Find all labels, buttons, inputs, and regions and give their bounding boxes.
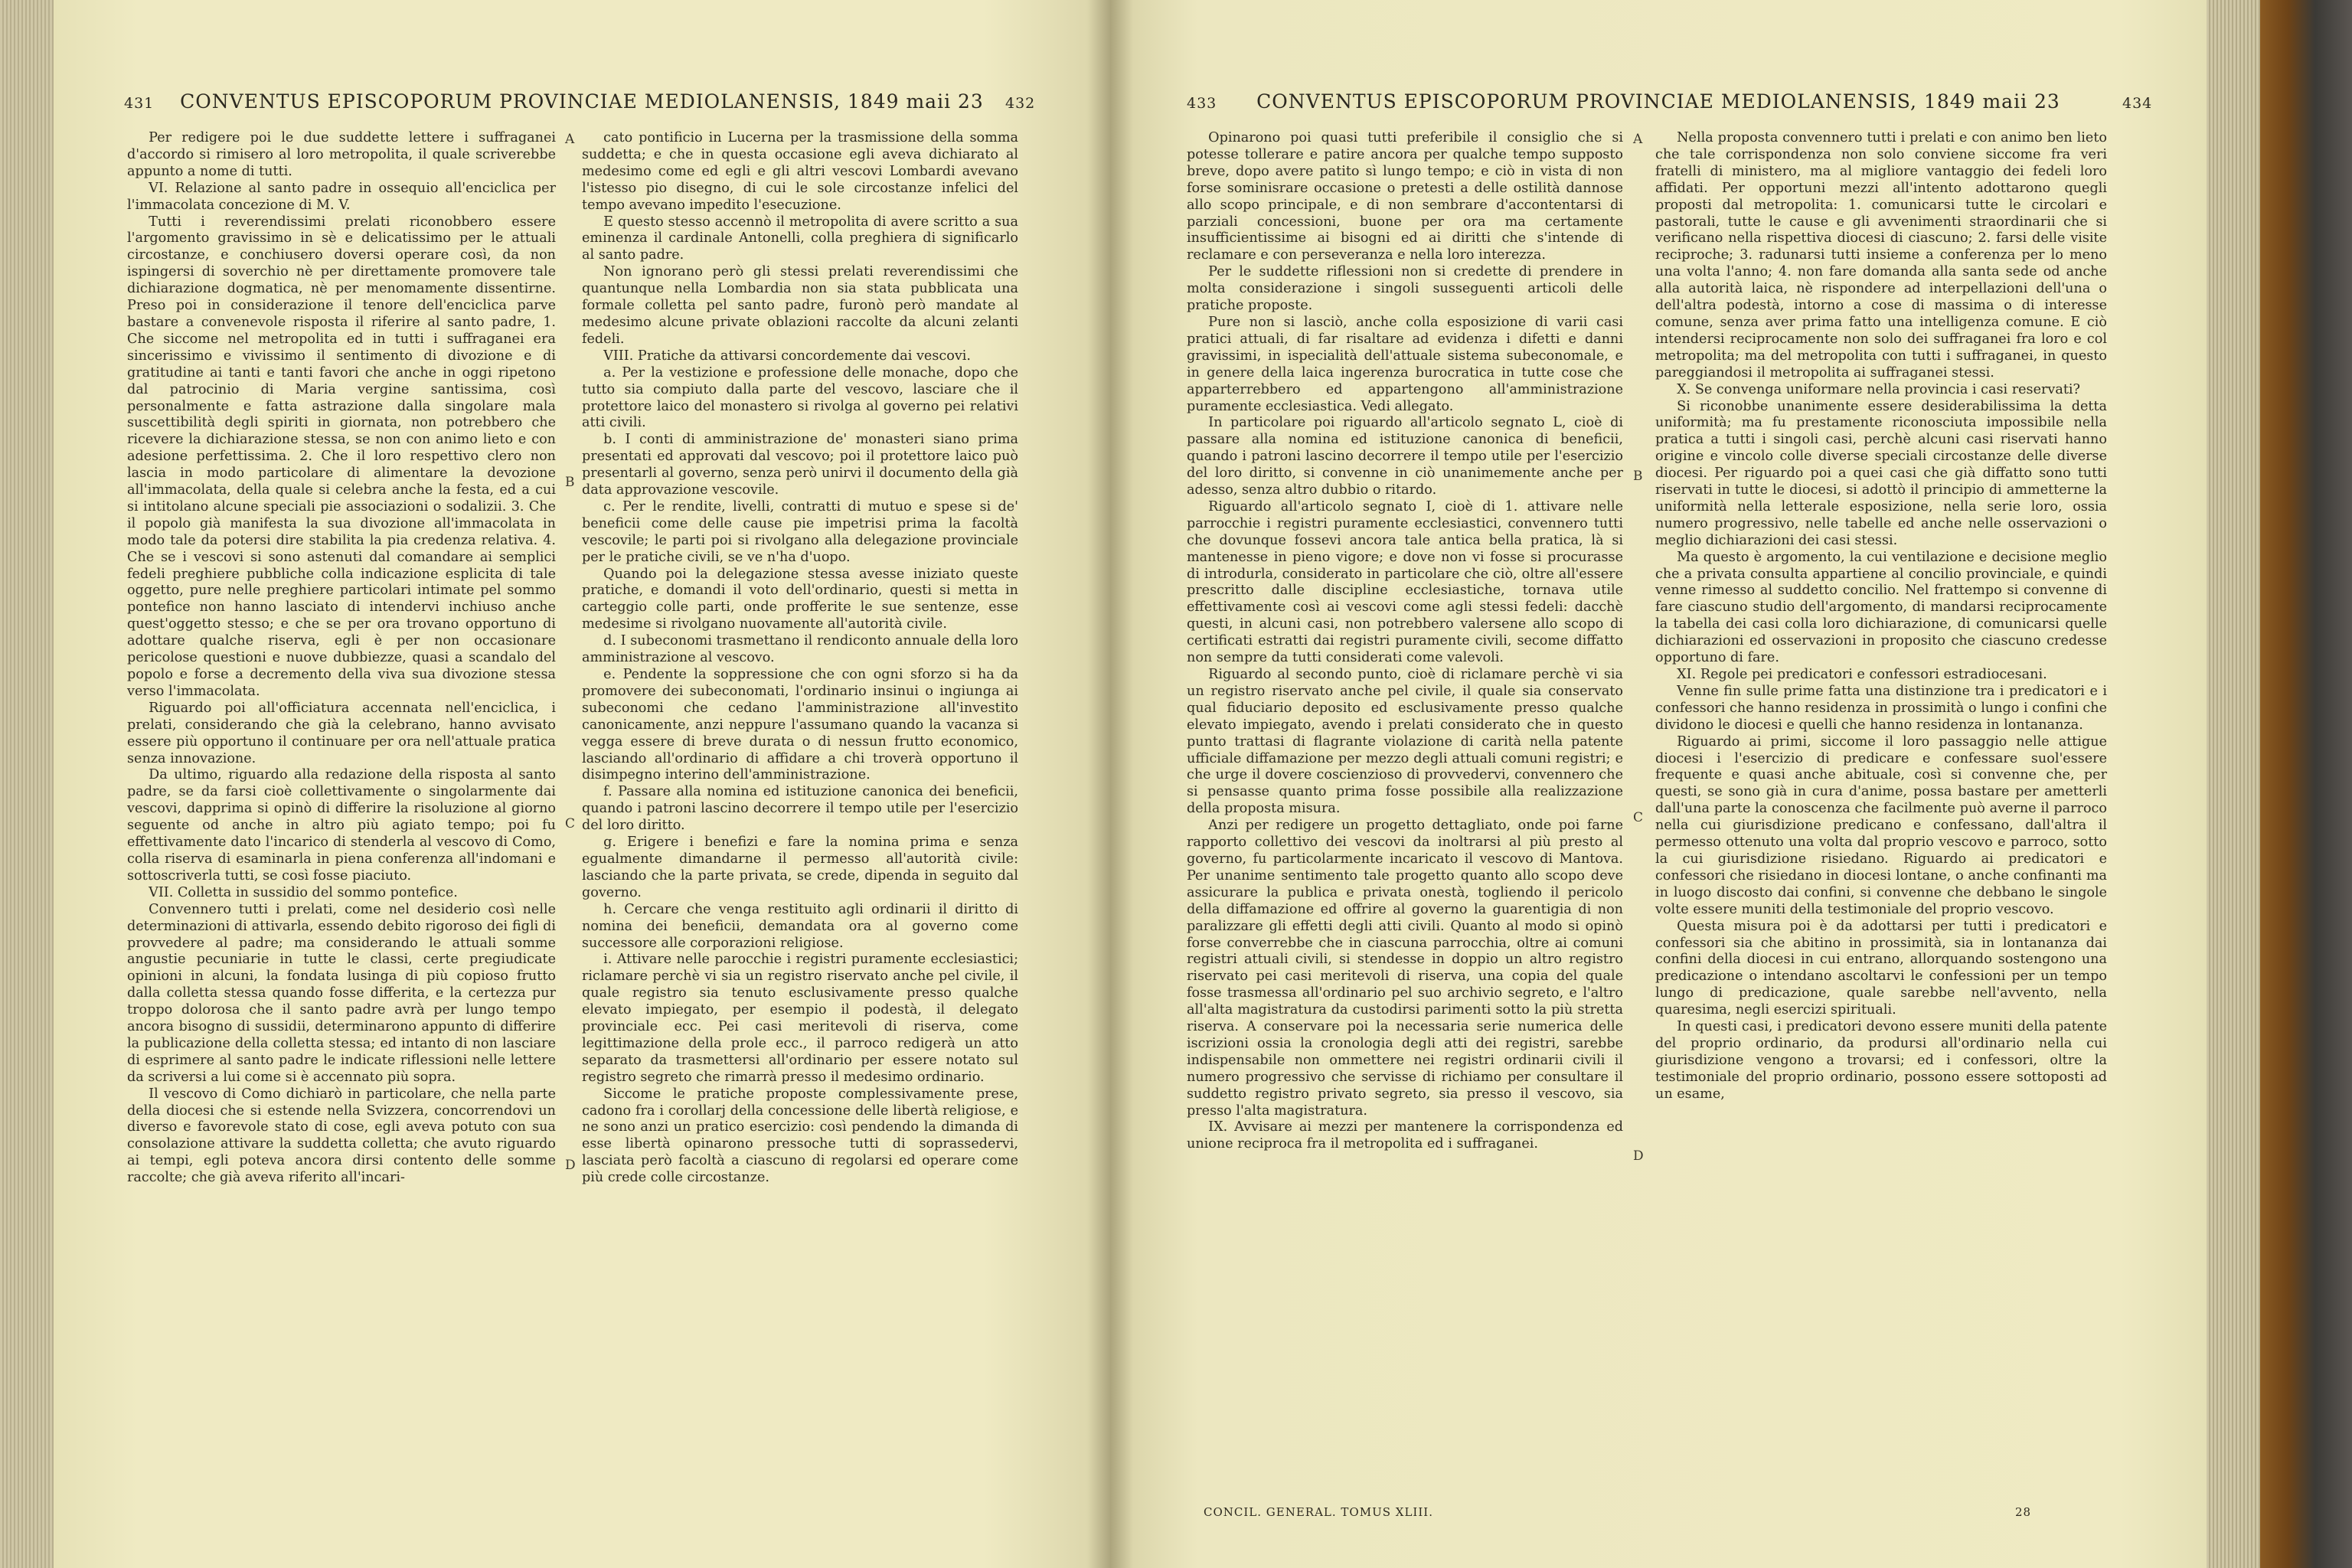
paragraph: Si riconobbe unanimente essere desiderabilissima la detta uniformità; ma fu prestamente riconosciuta impossibile nella pratica a tutti i singoli casi, perchè alcuni casi riservati hanno origine e vincolo colle diverse speciali circostanze delle diverse diocesi. Per riguardo poi a quei casi che già diffatto sono tutti riservati in tutte le diocesi, si adottò il principio di ammetterne la uniformità nella letterale esposizione, nella serie loro, ossia numero progressivo, nelle tabelle ed anche nelle osservazioni o meglio dichiarazioni dei casi stessi. [1655,398,2107,548]
paragraph: Nella proposta convennero tutti i prelati e con animo ben lieto che tale corrispondenza non solo conviene siccome fra veri fratelli di ministero, ma al migliore vantaggio dei fedeli loro affidati. Per opportuni mezzi all'intento adottarono quegli proposti dal metropolita: 1. comunicarsi tutte le circolari e pastorali, tutte le cause e gli avvenimenti straordinarii che si verificano nella rispettiva diocesi di ciascuno; 2. farsi delle visite reciproche; 3. radunarsi tutti insieme a conferenza per lo meno una volta l'anno; 4. non fare domanda alla santa sede od anche alla autorità laica, nè rispondere ad interpellazioni dell'una o dell'altra podestà, intorno a cose di massima o di interesse comune, senza aver prima fatto una intelligenza comune. E ciò intendersi reciprocamente non solo dei suffraganei fra loro e col metropolita; ma del metropolita con tutti i suffraganei, in questo pareggiandosi il metropolita ai suffraganei stessi. [1655,130,2107,381]
paragraph: Riguardo all'articolo segnato I, cioè di 1. attivare nelle parrocchie i registri puramente ecclesiastici, convennero tutti che dovunque fossevi ancora tale antica bella pratica, là si mantenesse in pieno vigore; e dove non vi fosse si procurasse di introdurla, considerato in particolare che ciò, oltre all'essere prescritto dalle discipline ecclesiastiche, tornava utile effettivamente così ai vescovi come agli stessi fedeli: dacchè questi, in alcuni casi, non potrebbero valersene allo scopo di certificati estratti dai registri puramente civili, secome diffatto non sempre da tutti considerati come valevoli. [1187,498,1623,666]
margin-letter-d-right: D [1633,1148,1644,1164]
paragraph: Riguardo al secondo punto, cioè di riclamare perchè vi sia un registro riservato anche pel civile, il quale sia conservato qual fiduciario deposito ed esclusivamente presso qualche elevato impiegato, avendo i prelati considerato che in questo punto trattasi di flagrante violazione di carità nella patente ufficiale diffamazione per mezzo degli attuali comuni registri; e che urge il dovere coscienzioso di provvedervi, convennero che si pensasse quanto prima fosse possibile alla realizzazione della proposta misura. [1187,667,1623,817]
right-running-title: CONVENTUS EPISCOPORUM PROVINCIAE MEDIOLANENSIS, 1849 maii 23 [1256,90,2060,113]
paragraph: IX. Avvisare ai mezzi per mantenere la corrispondenza ed unione reciproca fra il metropolita ed i suffraganei. [1187,1119,1623,1152]
paragraph: e. Pendente la soppressione che con ogni sforzo si ha da promovere dei subeconomati, l'ordinario insinui o ingiunga ai subeconomi che cedano l'amministrazione all'investito canonicamente, anzi neppure l'assumano quando la vacanza si vegga essere di breve durata o di nessun frutto economico, lasciando all'ordinario di affidare a chi troverà opportuno il disimpegno interino dell'amministrazione. [582,667,1018,783]
book-cover-and-background [2260,0,2352,1568]
left-page [54,0,1110,1568]
paragraph: g. Erigere i benefizi e fare la nomina prima e senza egualmente dimandarne il permesso all'autorità civile: lasciando che la parte privata, se crede, dipenda in seguito dal governo. [582,835,1018,900]
paragraph: h. Cercare che venga restituito agli ordinarii il diritto di nomina dei beneficii, demandata ora al governo come successore alle corporazioni religiose. [582,901,1018,951]
right-page-column-2 [1655,130,2107,1103]
paragraph: d. I subeconomi trasmettano il rendiconto annuale della loro amministrazione al vescovo. [582,633,1018,666]
margin-letter-c-right: C [1633,810,1644,825]
margin-letter-a: A [565,132,575,147]
margin-letter-a-right: A [1633,132,1643,147]
paragraph: Convennero tutti i prelati, come nel desiderio così nelle determinazioni di attivarla, essendo debito rigoroso dei figli di provvedere al padre; ma considerando le attuali somme angustie pecuniarie in tutte le classi, certe pregiudicate opinioni in alcuni, la fondata lusinga di più copioso frutto dalla colletta stessa quando fosse differita, e la certezza pur troppo dolorosa che il santo padre avrà per lungo tempo ancora bisogno di sussidii, determinarono appunto di differire la publicazione della colletta stessa; ed intanto di non lasciare di esprimere al santo padre le indicate riflessioni nelle lettere da scriversi a lui come si è accennato più sopra. [127,901,556,1085]
right-page-column-1 [1187,130,1623,1153]
paragraph: Riguardo poi all'officiatura accennata nell'enciclica, i prelati, considerando che già la celebrano, hanno avvisato essere più opportuno il continuare per ora nell'attuale pratica senza innovazione. [127,700,556,766]
paragraph: In particolare poi riguardo all'articolo segnato L, cioè di passare alla nomina ed istituzione canonica di beneficii, quando i patroni lascino decorrere il tempo utile per l'esercizio del loro diritto, si convenne in ciò unanimemente anche per adesso, senza altro dubbio o ritardo. [1187,415,1623,498]
paragraph: VIII. Pratiche da attivarsi concordemente dai vescovi. [603,348,971,364]
paragraph: Ma questo è argomento, la cui ventilazione e decisione meglio che a privata consulta appartiene al concilio provinciale, e quindi venne rimesso al suddetto concilio. Nel frattempo si convenne di fare ciascuno studio dell'argomento, di mandarsi reciprocamente la tabella dei casi colla loro dichiarazione, di comunicarsi quelle dichiarazioni ed osservazioni in proposito che ciascuno credesse opportuno di fare. [1655,549,2107,666]
paragraph: Siccome le pratiche proposte complessivamente prese, cadono fra i corollarj della concessione delle libertà religiose, e ne sono anzi un pratico esercizio: così pendendo la dimanda di esse libertà opinarono pressoche tutti di soprassedervi, lasciata però facoltà a ciascuno di regolarsi ed operare come più crede colle circostanze. [582,1086,1018,1186]
page-edges-right [2207,0,2260,1568]
paragraph: a. Per la vestizione e professione delle monache, dopo che tutto sia compiuto dalla parte del vescovo, lasciare che il protettore laico del monastero si rivolga al governo pei relativi atti civili. [582,364,1018,431]
paragraph: Quando poi la delegazione stessa avesse iniziato queste pratiche, e domandi il voto dell'ordinario, questi si metta in carteggio colle parti, onde profferite le sue sentenze, esse medesime si rivolgano nuovamente all'autorità civile. [582,566,1018,632]
left-running-header [54,90,1110,124]
right-page [1110,0,2207,1568]
margin-letter-d: D [565,1158,576,1173]
margin-letter-b: B [565,475,575,490]
page-edges-left [0,0,54,1568]
paragraph: Riguardo ai primi, siccome il loro passaggio nelle attigue diocesi i l'esercizio di predicare e confessare suol'essere frequente e quasi anche abituale, così si convenne che, per questi, se sono già in cura d'anime, possa bastare per ametterli dall'una parte la conoscenza che facilmente può averne il parroco nella cui giurisdizione predicano e confessano, dall'altra il permesso ottenuto una volta dal proprio vescovo e parroco, sotto la cui giurisdizione risiedano. Riguardo ai predicatori e confessori che risiedano in diocesi lontane, o anche confinanti ma in luogo discosto dai confini, si convenne che debbano le singole volte essere muniti della testimoniale del proprio vescovo. [1655,733,2107,917]
left-page-number-inner: 432 [1005,95,1036,112]
paragraph: f. Passare alla nomina ed istituzione canonica dei beneficii, quando i patroni lascino decorrere il tempo utile per l'esercizio del loro diritto. [582,784,1018,834]
paragraph: Per redigere poi le due suddette lettere i suffraganei d'accordo si rimisero al loro metropolita, il quale scriverebbe appunto a nome di tutti. [127,130,556,179]
paragraph: Opinarono poi quasi tutti preferibile il consiglio che si potesse tollerare e patire ancora per qualche tempo supposto breve, dopo avere patito sì lungo tempo; e ciò in vista di non forse sominisrare occasione o pretesti a delle ostilità dannose allo scopo principale, e di non sembrare d'accontentarsi di parziali concessioni, buone per ora ma certamente insufficientissime ai bisogni ed ai diritti che s'intende di reclamare e con perseveranza e nella loro interezza. [1187,130,1623,263]
paragraph: Per le suddette riflessioni non si credette di prendere in molta considerazione i singoli susseguenti articoli delle pratiche proposte. [1187,264,1623,314]
left-page-number-outer: 431 [124,95,155,112]
paragraph: Tutti i reverendissimi prelati riconobbero essere l'argomento gravissimo in sè e delicatissimo per le attuali circostanze, e conchiusero doversi operare così, da non ispingersi di soverchio nè per direttamente promovere tale dichiarazione dogmatica, nè per menomamente dissentirne. Preso poi in considerazione il tenore dell'enciclica parve bastare a convenevole risposta il riferire al santo padre, 1. Che siccome nel metropolita ed in tutti i suffraganei era sincerissimo e vivissimo il sentimento di divozione e di gratitudine ai tanti e tanti favori che anche in oggi ripetono dal patrocinio di Maria vergine santissima, così personalmente e fatta astrazione dalla singolare mala suscettibilità degli spiriti in giornata, non potrebbero che ricevere la dichiarazione stessa, se non con animo lieto e con adesione perfettissima. 2. Che il loro respettivo clero non lascia in modo particolare di alimentare la devozione all'immacolata, della quale si celebra anche la festa, ed a cui si intitolano alcune speciali pie associazioni o sodalizii. 3. Che il popolo già manifesta la sua divozione all'immacolata in modo tale da potersi dire stabilita la pia credenza relativa. 4. Che se i vescovi si sono astenuti dal comandare ai semplici fedeli preghiere pubbliche colla indicazione esplicita di tale oggetto, pure nelle preghiere particolari intimate pel sommo pontefice non hanno lasciato di intendervi inchiuso anche quest'oggetto stesso; e che se per ora trovano opportuno di adottare qualche riserva, egli è per non occasionare pericolose questioni e nuove dubbiezze, quasi a scandalo del popolo e forse a decremento della viva sua divozione stessa verso l'immacolata. [127,214,556,699]
right-page-number-inner: 433 [1187,95,1217,112]
paragraph: Pure non si lasciò, anche colla esposizione di varii casi pratici attuali, di far risaltare ad evidenza i difetti e danni gravissimi, in ispecialità dell'attuale sistema subeconomale, e in genere della laica ingerenza burocratica in tutte cose che apparterrebbero ed appartengono all'amministrazione puramente ecclesiastica. Vedi allegato. [1187,314,1623,414]
paragraph: X. Se convenga uniformare nella provincia i casi reservati? [1677,381,2080,397]
left-page-column-1 [127,130,556,1187]
paragraph: Non ignorano però gli stessi prelati reverendissimi che quantunque nella Lombardia non sia stata pubblicata una formale colletta pel santo padre, furonò però mandate al medesimo alcune private oblazioni raccolte da alcuni zelanti fedeli. [582,264,1018,347]
left-running-title: CONVENTUS EPISCOPORUM PROVINCIAE MEDIOLANENSIS, 1849 maii 23 [180,90,984,113]
right-page-number-outer: 434 [2122,95,2153,112]
paragraph: VI. Relazione al santo padre in ossequio all'enciclica per l'immacolata concezione di M. V. [127,180,556,213]
paragraph: i. Attivare nelle parocchie i registri puramente ecclesiastici; riclamare perchè vi sia un registro riservato anche pel civile, il quale registro sia tenuto esclusivamente presso qualche elevato impiegato, per esempio il podestà, il delegato provinciale ecc. Pei casi meritevoli di riserva, come legittimazione della prole ecc., il parroco redigerà un atto separato da trasmettersi all'ordinario per essere notato sul registro segreto che rimarrà presso il medesimo ordinario. [582,952,1018,1085]
margin-letter-b-right: B [1633,469,1643,484]
paragraph: Il vescovo di Como dichiarò in particolare, che nella parte della diocesi che si estende nella Svizzera, concorrendovi un diverso e favorevole stato di cose, egli aveva potuto con sua consolazione attivare la suddetta colletta; che avuto riguardo ai tempi, egli poteva ancora dirsi contento delle somme raccolte; che già aveva riferito all'incari- [127,1086,556,1186]
paragraph: XI. Regole pei predicatori e confessori estradiocesani. [1677,667,2047,682]
paragraph: Questa misura poi è da adottarsi per tutti i predicatori e confessori sia che abitino in prossimità, sia in lontananza dai confini della diocesi in cui entrano, allorquando sostengono una predicazione o intendano ascoltarvi le confessioni per un tempo lungo di predicazione, quale sarebbe nell'avvento, nella quaresima, negli esercizi spirituali. [1655,918,2107,1018]
right-running-header [1110,90,2207,124]
paragraph: b. I conti di amministrazione de' monasteri siano prima presentati ed approvati dal vescovo; poi il protettore laico può presentarli al governo, senza però unirvi il documento della già data approvazione vescovile. [582,432,1018,498]
book-gutter [1087,0,1133,1568]
margin-letter-c: C [565,816,576,831]
right-page-footer-volume: CONCIL. GENERAL. TOMUS XLIII. [1204,1505,1433,1519]
paragraph: Da ultimo, riguardo alla redazione della risposta al santo padre, se da farsi cioè collettivamente o singolarmente dai vescovi, dapprima si opinò di differire la risoluzione al giorno seguente od anche in altro più agiato tempo; poi fu effettivamente dato l'incarico di stenderla al vescovo di Como, colla riserva di esaminarla in piena conferenza all'indomani e sottoscriverla tutti, se così fosse piaciuto. [127,767,556,884]
paragraph: Anzi per redigere un progetto dettagliato, onde poi farne rapporto collettivo dei vescovi da inoltrarsi al più presto al governo, fu particolarmente incaricato il vescovo di Mantova. Per unanime sentimento tale progetto quanto allo scopo deve assicurare la publica e privata onestà, togliendo il pericolo della diffamazione ed offrire al governo la guarentigia di non paralizzare gli effetti degli atti civili. Quanto al modo si opinò forse converrebbe che in ciascuna parrocchia, oltre ai comuni registri attuali civili, si stendesse in doppio un altro registro riservato pei casi meritevoli di riserva, una copia del quale fosse trasmessa all'ordinario pel suo archivio segreto, e l'altro all'alta magistratura da custodirsi parimenti sotto la più stretta riserva. A conservare poi la necessaria serie numerica delle iscrizioni ossia la cronologia degli atti dei registri, sarebbe indispensabile non ommettere nei registri ordinarii civili il numero progressivo che servisse di richiamo per consultare il suddetto registro privato segreto, sia presso il vescovo, sia presso l'alta magistratura. [1187,818,1623,1119]
paragraph: c. Per le rendite, livelli, contratti di mutuo e spese si de' beneficii come delle cause pie impetrisi prima la facoltà vescovile; le parti poi si rivolgano alla delegazione provinciale per le pratiche civili, se ve n'ha d'uopo. [582,498,1018,565]
paragraph: E questo stesso accennò il metropolita di avere scritto a sua eminenza il cardinale Antonelli, colla preghiera di significarlo al santo padre. [582,214,1018,263]
paragraph: In questi casi, i predicatori devono essere muniti della patente del proprio ordinario, da prodursi all'ordinario nella cui giurisdizione vengono a trovarsi; ed i confessori, oltre la testimoniale del proprio ordinario, possono essere sottoposti ad un esame, [1655,1019,2107,1102]
paragraph: cato pontificio in Lucerna per la trasmissione della somma suddetta; e che in questa occasione egli aveva dichiarato al medesimo come ed egli e gli altri vescovi Lombardi avevano l'istesso pio disegno, di cui le sole circostanze infelici del tempo avevano impedito l'esecuzione. [582,130,1018,213]
right-page-footer-signature: 28 [2015,1505,2032,1519]
paragraph: VII. Colletta in sussidio del sommo pontefice. [149,884,458,900]
paragraph: Venne fin sulle prime fatta una distinzione tra i predicatori e i confessori che hanno residenza in prossimità o lungo i confini che dividono le diocesi e quelli che hanno residenza in lontananza. [1655,683,2107,733]
left-page-column-2 [582,130,1018,1187]
